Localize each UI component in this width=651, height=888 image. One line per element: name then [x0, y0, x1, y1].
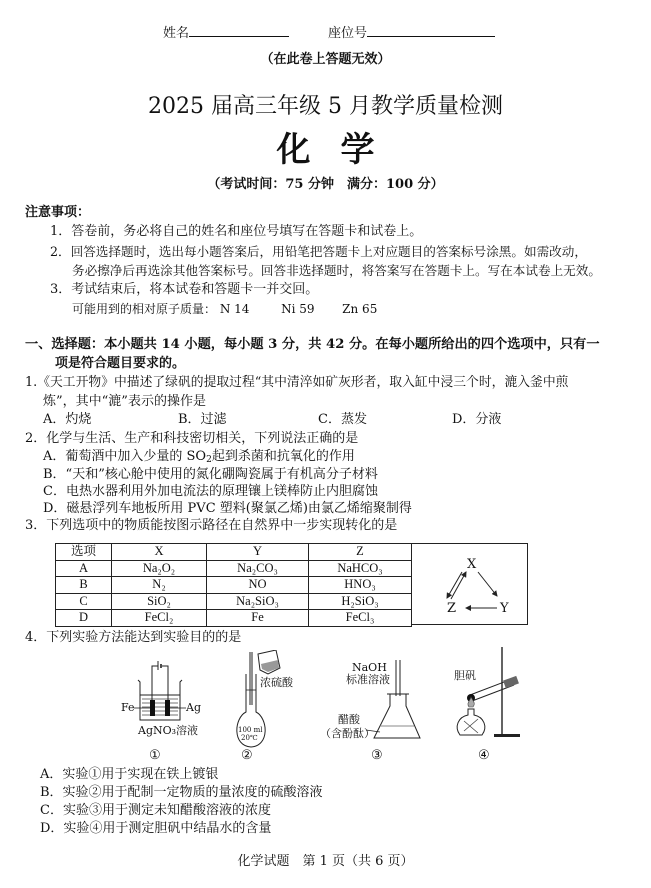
figure-1-electroplating [120, 658, 200, 748]
q4-option-b[interactable]: B．实验②用于配制一定物质的量浓度的硫酸溶液 [40, 785, 323, 800]
flask-volume-label: 100 ml [238, 726, 263, 734]
table-cell: H₂SiO₃ [309, 593, 412, 610]
table-cell: Na₂SiO₃ [207, 593, 309, 610]
node-x: X [467, 557, 477, 572]
q2-option-b[interactable]: B．“天和”核心舱中使用的氮化硼陶瓷属于有机高分子材料 [43, 467, 378, 482]
figure-3-titration [320, 660, 430, 748]
figure-2-volumetric-flask [228, 650, 308, 748]
instruction-item: 务必擦净后再选涂其他答案标号。回答非选择题时，将答案写在答题卡上。写在本试卷上无效。 [72, 263, 601, 278]
atomic-mass-n: N 14 [219, 302, 250, 316]
q1-stem-cont: 炼”，其中“漉”表示的操作是 [43, 394, 206, 409]
instruction-item: 3．考试结束后，将本试卷和答题卡一并交回。 [50, 282, 319, 297]
table-row [56, 593, 412, 610]
table-header: 选项 [56, 544, 112, 561]
table-cell: B [56, 577, 112, 594]
q2-option-a-suffix: 起到杀菌和抗氧化的作用 [211, 449, 355, 464]
phenolphthalein-label: （含酚酞） [320, 727, 375, 740]
seat-label: 座位号 [328, 26, 368, 41]
test-tube-burner-icon [452, 645, 542, 748]
figure-1-number: ① [149, 748, 161, 763]
seat-blank[interactable] [367, 24, 495, 37]
table-cell: Fe [207, 610, 309, 627]
table-cell: NaHCO₃ [309, 560, 412, 577]
agno3-label: AgNO₃溶液 [138, 724, 199, 737]
arrow-x-to-y [478, 572, 497, 596]
table-cell: C [56, 593, 112, 610]
q2-option-d[interactable]: D．磁悬浮列车地板所用 PVC 塑料(聚氯乙烯)由氯乙烯缩聚制得 [43, 501, 412, 516]
name-label: 姓名 [163, 26, 190, 41]
table-row [56, 577, 412, 594]
name-blank[interactable] [189, 24, 289, 37]
table-cell: HNO₃ [309, 577, 412, 594]
conc-sulfuric-acid-label: 浓硫酸 [260, 676, 293, 689]
table-row [56, 610, 412, 627]
q4-option-d[interactable]: D．实验④用于测定胆矾中结晶水的含量 [40, 821, 272, 836]
table-header: X [112, 544, 207, 561]
q1-option-c[interactable]: C．蒸发 [318, 412, 367, 427]
page-footer: 化学试题 第 1 页（共 6 页） [237, 854, 414, 869]
q3-stem: 3．下列选项中的物质能按图示路径在自然界中一步实现转化的是 [25, 518, 398, 533]
instructions-heading: 注意事项： [25, 205, 91, 220]
node-y: Y [500, 601, 509, 616]
naoh-label: NaOH [352, 661, 387, 674]
ag-label: Ag [186, 701, 201, 714]
figure-3-number: ③ [371, 748, 383, 763]
section-heading: 一、选择题：本小题共 14 小题，每小题 3 分，共 42 分。在每小题所给出的四个选项中，只有一 [25, 337, 600, 352]
q3-table [55, 543, 412, 627]
conversion-diagram [411, 543, 528, 625]
table-cell: FeCl₃ [309, 610, 412, 627]
table-cell: SiO₂ [112, 593, 207, 610]
exam-info: （考试时间：75 分钟 满分：100 分） [207, 177, 444, 192]
q2-option-a[interactable] [43, 449, 355, 465]
beaker-electrodes-icon [120, 658, 200, 728]
standard-solution-label: 标准溶液 [346, 673, 390, 686]
arrow-z-to-x [451, 572, 466, 599]
blue-vitriol-label: 胆矾 [454, 669, 476, 682]
q2-option-a-sub: 2 [206, 455, 212, 465]
table-cell: NO [207, 577, 309, 594]
table-header: Y [207, 544, 309, 561]
figure-2-number: ② [241, 748, 253, 763]
instruction-item: 1．答卷前，务必将自己的姓名和座位号填写在答题卡和试卷上。 [50, 224, 423, 239]
flask-temp-label: 20℃ [241, 734, 258, 742]
seat-field[interactable] [328, 24, 495, 42]
q1-option-a[interactable]: A．灼烧 [43, 412, 92, 427]
fe-label: Fe [121, 701, 135, 714]
table-row [56, 560, 412, 577]
q2-option-a-text: A．葡萄酒中加入少量的 SO [43, 449, 207, 464]
atomic-masses [72, 302, 377, 317]
q1-option-b[interactable]: B．过滤 [178, 412, 227, 427]
node-z: Z [447, 601, 457, 616]
table-header: Z [309, 544, 412, 561]
acetic-acid-label: 醋酸 [338, 713, 360, 726]
atomic-mass-zn: Zn 65 [342, 302, 378, 316]
q1-option-d[interactable]: D．分液 [452, 412, 502, 427]
arrow-x-to-z [447, 572, 462, 598]
q2-option-c[interactable]: C．电热水器利用外加电流法的原理镶上镁棒防止内胆腐蚀 [43, 484, 378, 499]
table-cell: Na₂CO₃ [207, 560, 309, 577]
table-cell: A [56, 560, 112, 577]
exam-title: 2025 届高三年级 5 月教学质量检测 [148, 94, 503, 119]
q4-option-a[interactable]: A．实验①用于实现在铁上镀银 [40, 767, 219, 782]
table-cell: FeCl₂ [112, 610, 207, 627]
figure-4-number: ④ [478, 748, 490, 763]
table-cell: D [56, 610, 112, 627]
answer-invalid-notice: （在此卷上答题无效） [260, 52, 391, 67]
q1-stem: 1.《天工开物》中描述了绿矾的提取过程“其中清淬如矿灰形者，取入缸中浸三个时，漉入釜中煎 [25, 375, 569, 390]
table-header-row [56, 544, 412, 561]
q4-option-c[interactable]: C．实验③用于测定未知醋酸溶液的浓度 [40, 803, 271, 818]
q4-stem: 4．下列实验方法能达到实验目的的是 [25, 630, 242, 645]
q2-stem: 2．化学与生活、生产和科技密切相关，下列说法正确的是 [25, 431, 359, 446]
atomic-mass-label: 可能用到的相对原子质量： [72, 302, 217, 316]
table-cell: Na₂O₂ [112, 560, 207, 577]
figure-4-heating [452, 645, 542, 748]
subject-title: 化学 [276, 130, 405, 170]
name-field[interactable] [163, 24, 289, 42]
section-heading-cont: 项是符合题目要求的。 [55, 356, 186, 371]
atomic-mass-ni: Ni 59 [281, 302, 315, 316]
table-cell: N₂ [112, 577, 207, 594]
instruction-item: 2．回答选择题时，选出每小题答案后，用铅笔把答题卡上对应题目的答案标号涂黑。如需改动， [50, 244, 587, 259]
